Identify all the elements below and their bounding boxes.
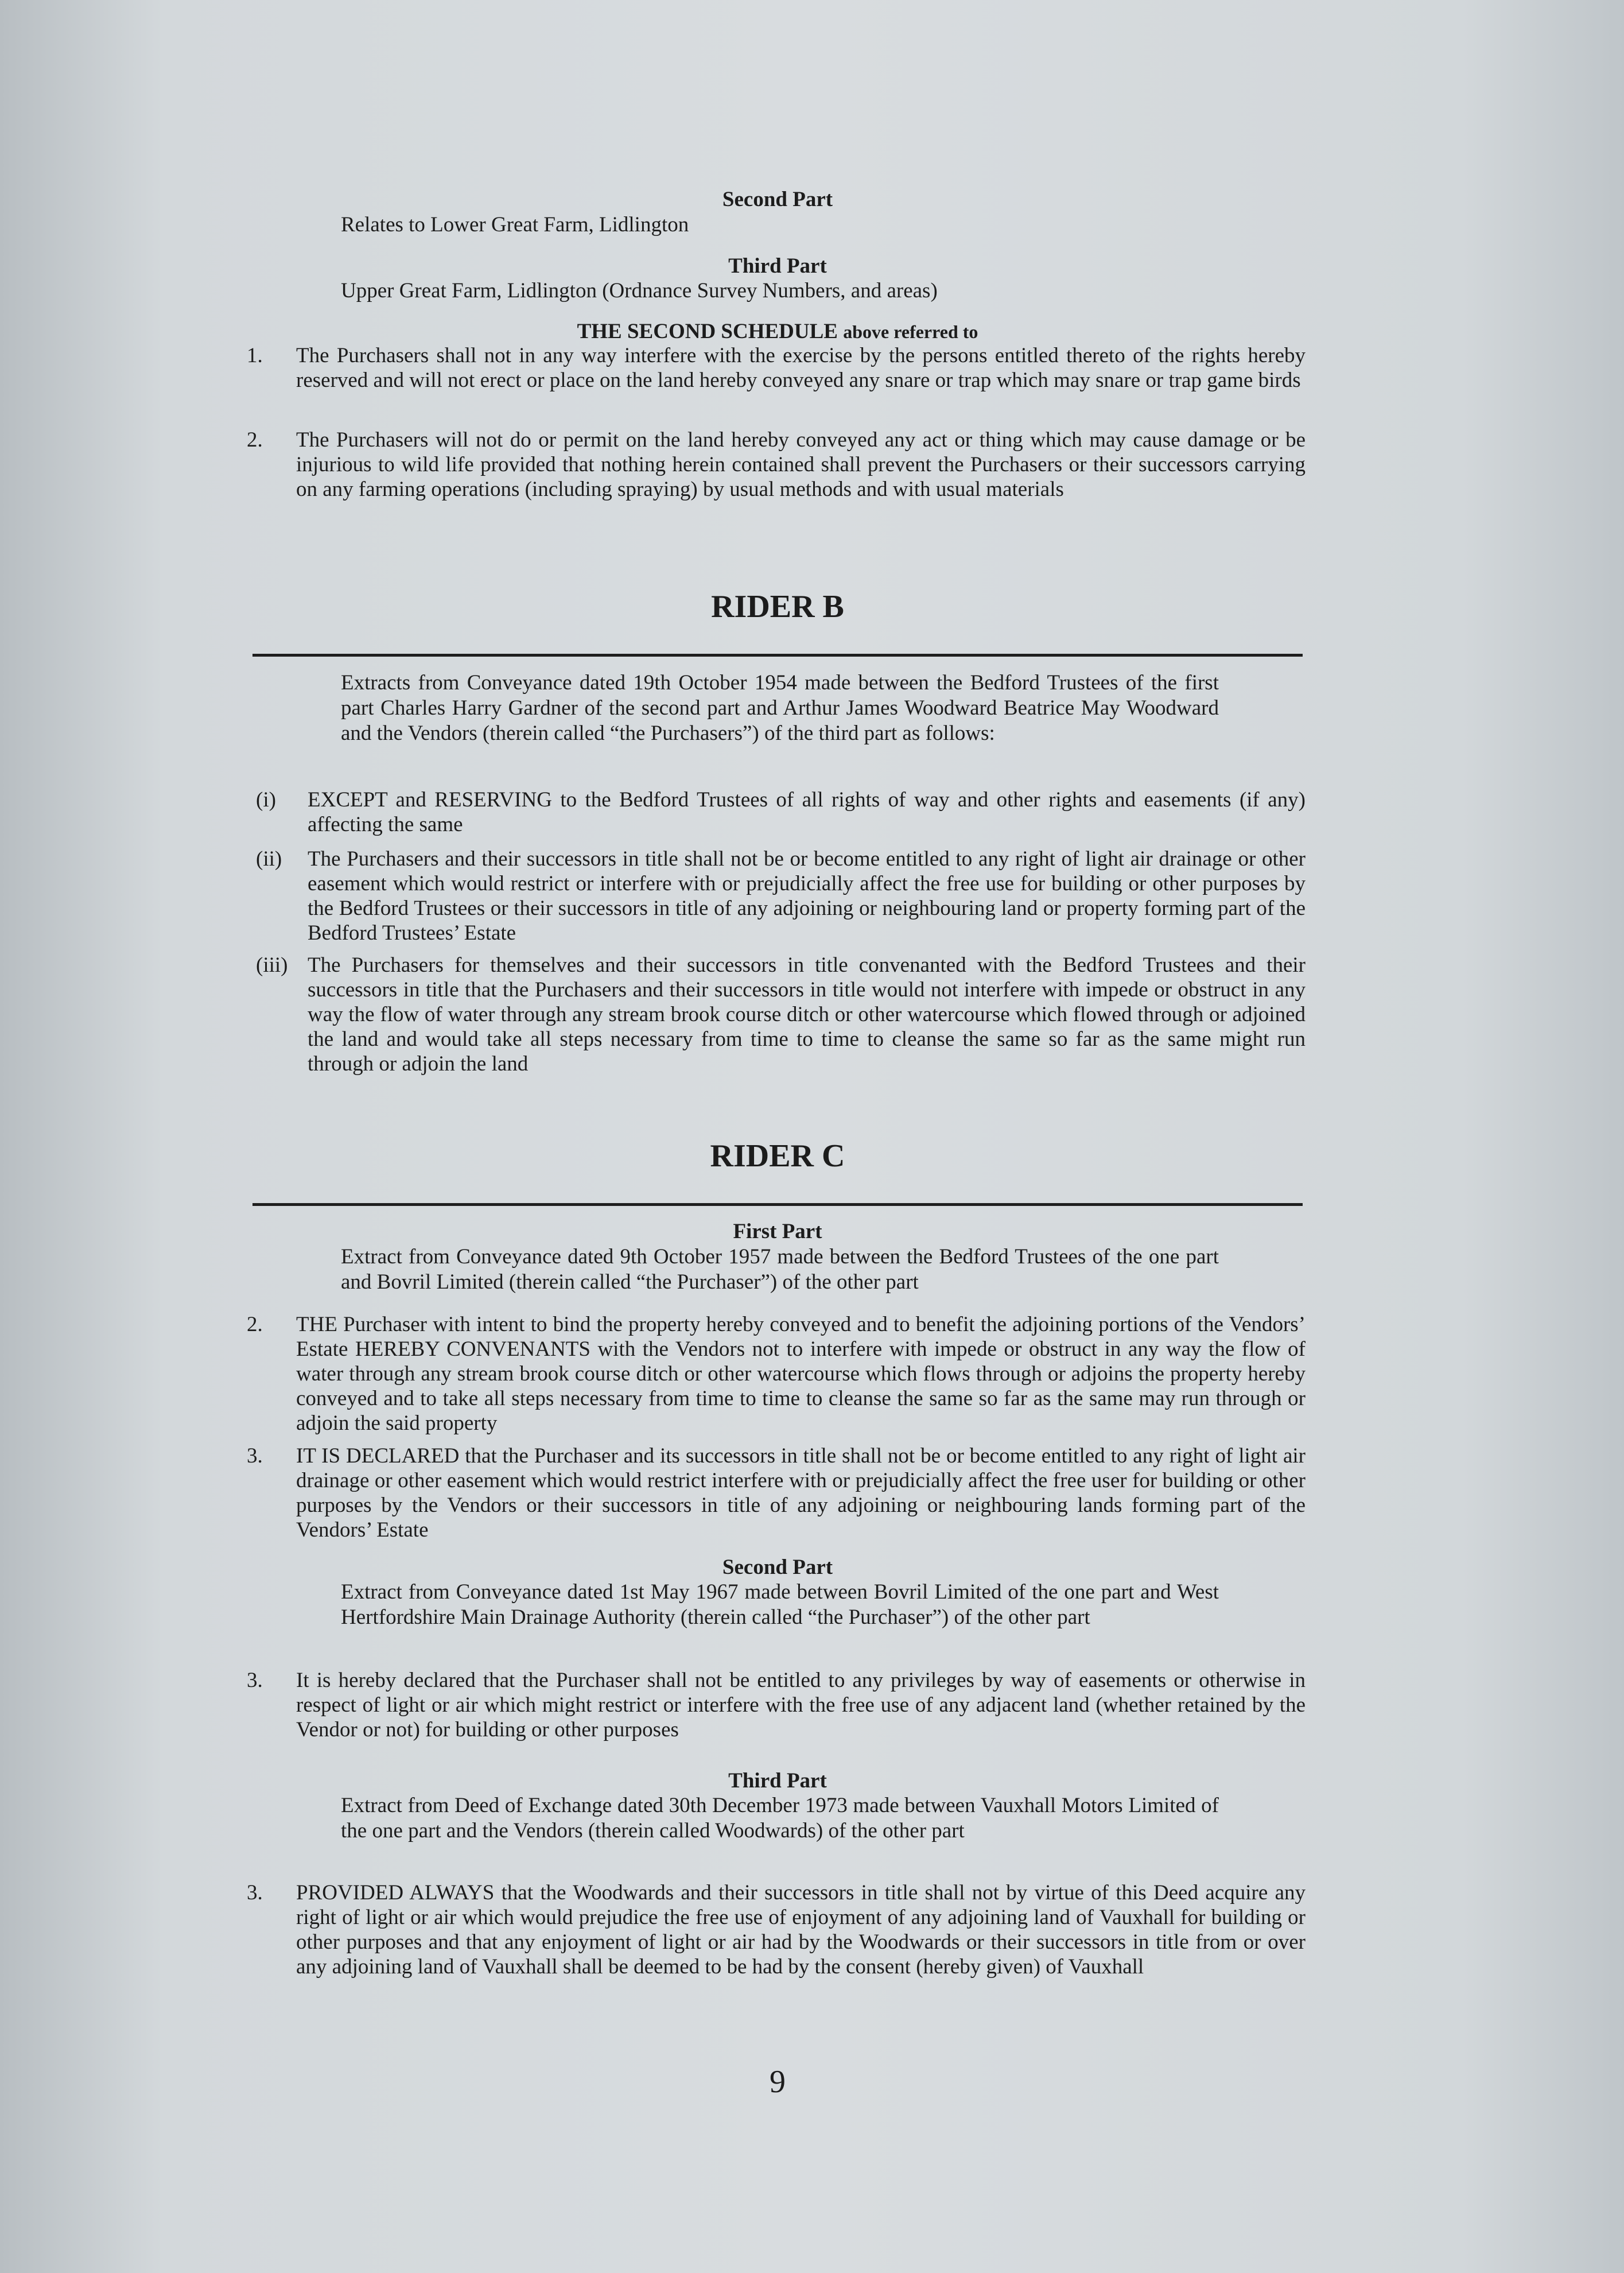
item-number: (ii) <box>256 847 282 871</box>
item-text: PROVIDED ALWAYS that the Woodwards and their successors in title shall not by virtue of this Deed acquire any right of light or air which would prejudice the free use of enjoyment of any adjoining land of Vauxhall for building or other purposes and that any enjoyment of light or air had by the Woodwards or their successors in title from or over any adjoining land of Vauxhall shall be deemed to be had by the consent (hereby given) of Vauxhall <box>296 1881 1306 1979</box>
item-number: 3. <box>247 1444 263 1468</box>
item-text: THE Purchaser with intent to bind the property hereby conveyed and to benefit the adjoining portions of the Vendors’ Estate HEREBY CONVENANTS with the Vendors not to interfere with impede or obstruct in any way the flow of water through any stream brook course ditch or other watercourse which flows through or adjoins the property hereby conveyed and to take all steps necessary from time to time to cleanse the same so far as the same may run through or adjoin the said property <box>296 1313 1306 1435</box>
item-number: (i) <box>256 788 276 812</box>
rider-c-first-part-intro: Extract from Conveyance dated 9th October 1957 made between the Bedford Trustees of the one part and Bovril Limited (therein called “the Purchaser”) of the other part <box>341 1245 1219 1294</box>
rider-c-third-part-intro: Extract from Deed of Exchange dated 30th December 1973 made between Vauxhall Motors Limited of the one part and the Vendors (therein called Woodwards) of the other part <box>341 1794 1219 1843</box>
second-schedule-heading <box>0 319 1555 344</box>
item-text: IT IS DECLARED that the Purchaser and its successors in title shall not be or become entitled to any right of light air drainage or other easement which would restrict interfere with or prejudicially affect the free user for building or other purposes by the Vendors or their successors in title of any adjoining or neighbouring lands forming part of the Vendors’ Estate <box>296 1444 1306 1542</box>
rider-b-divider <box>252 654 1303 657</box>
item-text: The Purchasers will not do or permit on the land hereby conveyed any act or thing which may cause damage or be injurious to wild life provided that nothing herein contained shall prevent the Purchasers or their successors carrying on any farming operations (including spraying) by usual methods and with usual materials <box>296 428 1306 501</box>
second-schedule-heading-tail: above referred to <box>843 321 978 342</box>
rider-c-title: RIDER C <box>710 1138 845 1174</box>
item-text: It is hereby declared that the Purchaser shall not be entitled to any privileges by way of easements or otherwise in respect of light or air which might restrict or interfere with the free use of any adjacent land (whether retained by the Vendor or not) for building or other purposes <box>296 1669 1306 1741</box>
schedule-second-part-text: Relates to Lower Great Farm, Lidlington <box>341 213 689 236</box>
schedule-third-part-text: Upper Great Farm, Lidlington (Ordnance Survey Numbers, and areas) <box>341 279 938 302</box>
item-number: 2. <box>247 1313 263 1336</box>
rider-c-second-part-heading: Second Part <box>722 1556 833 1579</box>
schedule-third-part-heading: Third Part <box>728 254 827 278</box>
rider-c-third-part-heading: Third Part <box>728 1769 827 1793</box>
page-number: 9 <box>770 2064 786 2100</box>
rider-b-title: RIDER B <box>711 589 844 625</box>
rider-c-second-part-intro: Extract from Conveyance dated 1st May 1967 made between Bovril Limited of the one part and West Hertfordshire Main Drainage Authority (therein called “the Purchaser”) of the other part <box>341 1580 1219 1629</box>
item-number: 1. <box>247 344 263 367</box>
rider-c-divider <box>252 1203 1303 1206</box>
rider-c-first-part-heading: First Part <box>733 1220 822 1243</box>
item-text: EXCEPT and RESERVING to the Bedford Trustees of all rights of way and other rights and easements (if any) affecting the same <box>308 788 1306 836</box>
item-number: (iii) <box>256 953 288 977</box>
item-text: The Purchasers shall not in any way interfere with the exercise by the persons entitled thereto of the rights hereby reserved and will not erect or place on the land hereby conveyed any snare or trap which may snare or trap game birds <box>296 344 1306 392</box>
rider-b-intro: Extracts from Conveyance dated 19th October 1954 made between the Bedford Trustees of the first part Charles Harry Gardner of the second part and Arthur James Woodward Beatrice May Woodward and the Vendors (therein called “the Purchasers”) of the third part as follows: <box>341 671 1219 745</box>
item-text: The Purchasers for themselves and their successors in title convenanted with the Bedford Trustees and their successors in title that the Purchasers and their successors in title would not interfere with impede or obstruct in any way the flow of water through any stream brook course ditch or other watercourse which flowed through or adjoined the land and would take all steps necessary from time to time to cleanse the same so far as the same might run through or adjoin the land <box>308 953 1306 1076</box>
item-number: 3. <box>247 1669 263 1692</box>
item-number: 2. <box>247 428 263 452</box>
second-schedule-heading-main: THE SECOND SCHEDULE <box>577 320 838 343</box>
item-number: 3. <box>247 1881 263 1904</box>
schedule-second-part-heading: Second Part <box>722 188 833 211</box>
item-text: The Purchasers and their successors in title shall not be or become entitled to any right of light air drainage or other easement which would restrict or interfere with or prejudicially affect the free use for building or other purposes by the Bedford Trustees or their successors in title of any adjoining or neighbouring land or property forming part of the Bedford Trustees’ Estate <box>308 847 1306 945</box>
